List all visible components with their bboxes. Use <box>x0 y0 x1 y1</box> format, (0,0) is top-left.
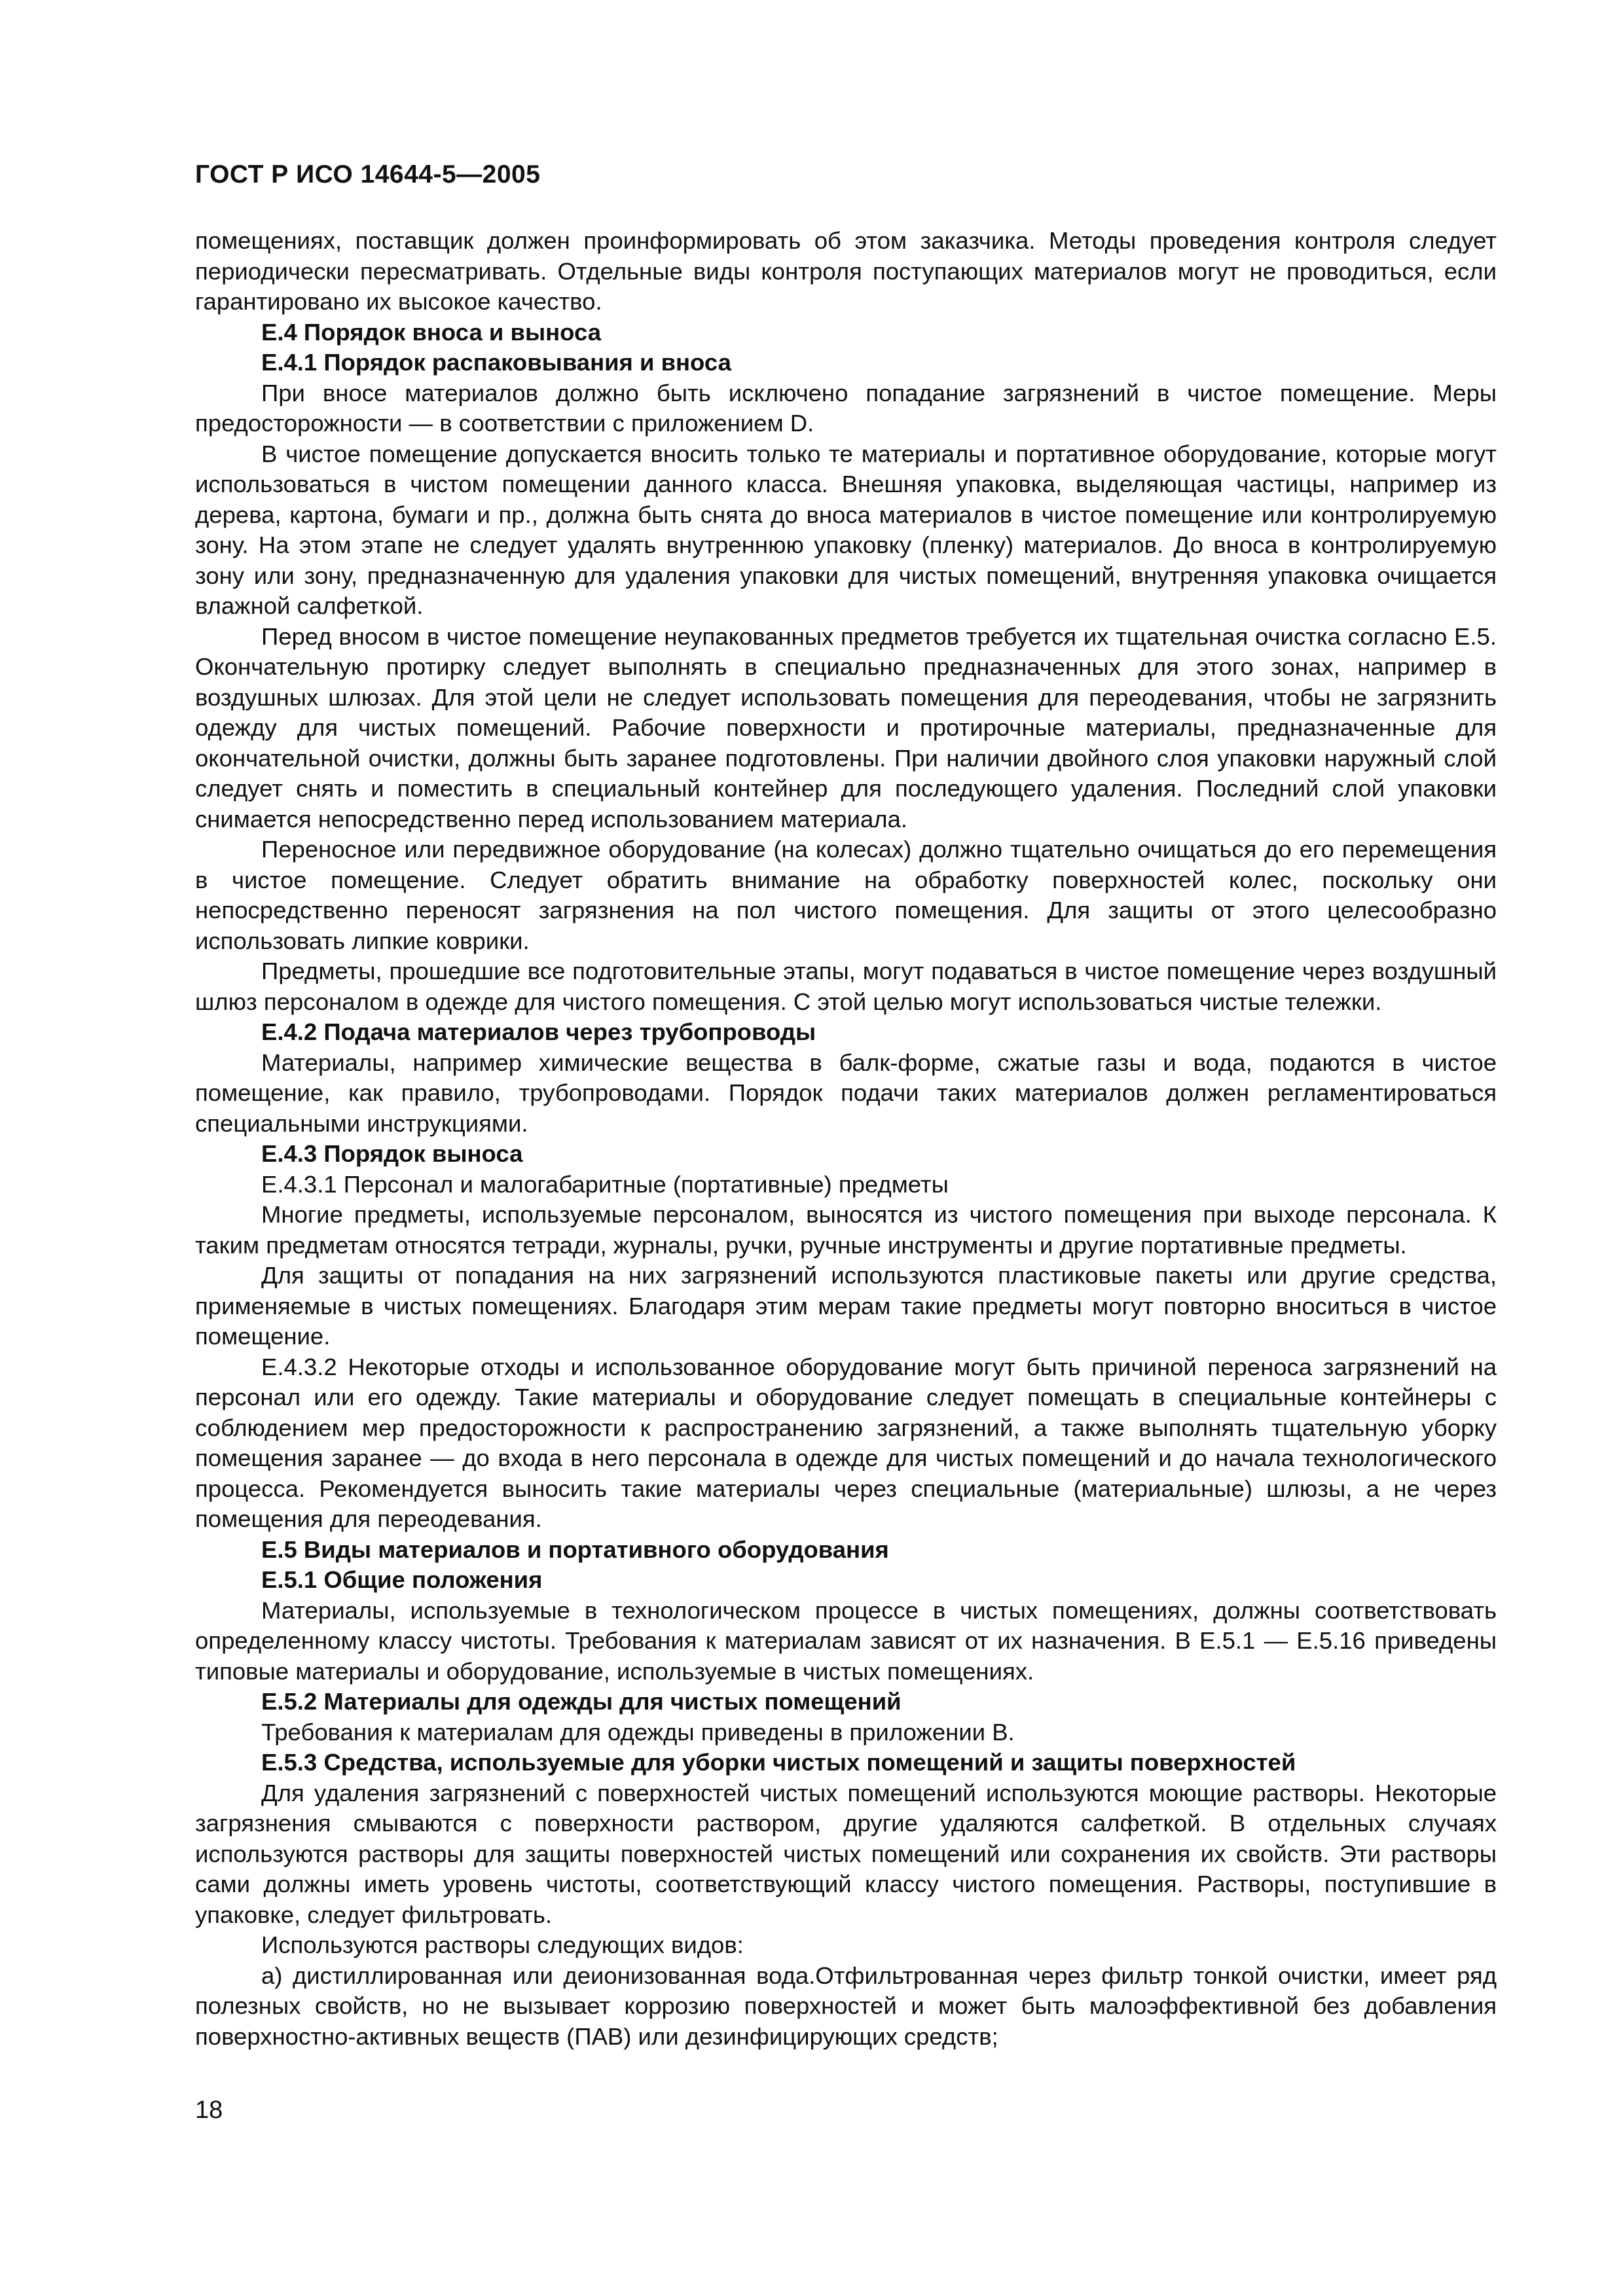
paragraph-continuation: помещениях, поставщик должен проинформировать об этом заказчика. Методы проведения контроля следует периодически пересматривать. Отдельные виды контроля поступающих материалов могут не проводиться, если гарантировано их высокое качество. <box>195 227 1497 315</box>
subsection-title-e4-3-1: Е.4.3.1 Персонал и малогабаритные (портативные) предметы <box>261 1170 949 1198</box>
section-heading-e5-2: Е.5.2 Материалы для одежды для чистых помещений <box>261 1688 902 1715</box>
paragraph: Для удаления загрязнений с поверхностей чистых помещений используются моющие растворы. Некоторые загрязнения смываются с поверхности раствором, другие удаляются салфеткой. В отдельных случаях используются растворы для защиты поверхностей чистых помещений или сохранения их свойств. Эти растворы сами должны иметь уровень чистоты, соответствующий классу чистого помещения. Растворы, поступившие в упаковке, следует фильтровать. <box>195 1779 1497 1928</box>
paragraph: Используются растворы следующих видов: <box>261 1931 744 1958</box>
section-heading-e5: Е.5 Виды материалов и портативного оборудования <box>261 1535 889 1563</box>
paragraph: Материалы, например химические вещества в балк-форме, сжатые газы и вода, подаются в чистое помещение, как правило, трубопроводами. Порядок подачи таких материалов должен регламентироваться специальными инструкциями. <box>195 1049 1497 1137</box>
paragraph: При вносе материалов должно быть исключено попадание загрязнений в чистое помещение. Меры предосторожности — в соответствии с приложением D. <box>195 379 1497 437</box>
page-number: 18 <box>195 2096 223 2124</box>
paragraph: В чистое помещение допускается вносить только те материалы и портативное оборудование, которые могут использоваться в чистом помещении данного класса. Внешняя упаковка, выделяющая частицы, например из дерева, картона, бумаги и пр., должна быть снята до вноса материалов в чистое помещение или контролируемую зону. На этом этапе не следует удалять внутреннюю упаковку (пленку) материалов. До вноса в контролируемую зону или зону, предназначенную для удаления упаковки для чистых помещений, внутренняя упаковка очищается влажной салфеткой. <box>195 440 1497 619</box>
section-heading-e4-3: Е.4.3 Порядок выноса <box>261 1140 523 1167</box>
paragraph: Для защиты от попадания на них загрязнений используются пластиковые пакеты или другие средства, применяемые в чистых помещениях. Благодаря этим мерам такие предметы могут повторно вноситься в чистое помещение. <box>195 1262 1497 1350</box>
paragraph: Требования к материалам для одежды приведены в приложении В. <box>261 1718 1015 1746</box>
paragraph-e4-3-2: Е.4.3.2 Некоторые отходы и использованное оборудование могут быть причиной переноса загрязнений на персонал или его одежду. Такие материалы и оборудование следует помещать в специальные контейнеры с соблюдением мер предосторожности к распространению загрязнений, а также выполнять тщательную уборку помещения заранее — до входа в него персонала в одежде для чистых помещений и до начала технологического процесса. Рекомендуется выносить такие материалы через специальные (материальные) шлюзы, а не через помещения для переодевания. <box>195 1353 1497 1532</box>
section-heading-e4-2: Е.4.2 Подача материалов через трубопроводы <box>261 1018 816 1045</box>
list-item-a: a) дистиллированная или деионизованная вода.Отфильтрованная через фильтр тонкой очистки, имеет ряд полезных свойств, но не вызывает коррозию поверхностей и может быть малоэффективной без добавления поверхностно-активных веществ (ПАВ) или дезинфицирующих средств; <box>195 1962 1497 2050</box>
paragraph: Предметы, прошедшие все подготовительные этапы, могут подаваться в чистое помещение через воздушный шлюз персоналом в одежде для чистого помещения. С этой целью могут использоваться чистые тележки. <box>195 958 1497 1015</box>
section-heading-e4: Е.4 Порядок вноса и выноса <box>261 318 602 346</box>
section-heading-e5-1: Е.5.1 Общие положения <box>261 1566 543 1593</box>
section-heading-e4-1: Е.4.1 Порядок распаковывания и вноса <box>261 349 731 376</box>
section-heading-e5-3: Е.5.3 Средства, используемые для уборки чистых помещений и защиты поверхностей <box>261 1749 1296 1776</box>
paragraph: Перед вносом в чистое помещение неупакованных предметов требуется их тщательная очистка согласно Е.5. Окончательную протирку следует выполнять в специально предназначенных для этого зонах, например в воздушных шлюзах. Для этой цели не следует использовать помещения для переодевания, чтобы не загрязнить одежду для чистых помещений. Рабочие поверхности и протирочные материалы, предназначенные для окончательной очистки, должны быть заранее подготовлены. При наличии двойного слоя упаковки наружный слой следует снять и поместить в специальный контейнер для последующего удаления. Последний слой упаковки снимается непосредственно перед использованием материала. <box>195 622 1497 833</box>
paragraph: Материалы, используемые в технологическом процессе в чистых помещениях, должны соответствовать определенному классу чистоты. Требования к материалам зависят от их назначения. В Е.5.1 — Е.5.16 приведены типовые материалы и оборудование, используемые в чистых помещениях. <box>195 1596 1497 1685</box>
paragraph: Многие предметы, используемые персоналом, выносятся из чистого помещения при выходе персонала. К таким предметам относятся тетради, журналы, ручки, ручные инструменты и другие портативные предметы. <box>195 1201 1497 1259</box>
paragraph: Переносное или передвижное оборудование (на колесах) должно тщательно очищаться до его перемещения в чистое помещение. Следует обратить внимание на обработку поверхностей колес, поскольку они непосредственно переносят загрязнения на пол чистого помещения. Для защиты от этого целесообразно использовать липкие коврики. <box>195 836 1497 954</box>
document-body <box>195 226 1497 2052</box>
document-header: ГОСТ Р ИСО 14644-5—2005 <box>195 160 541 188</box>
